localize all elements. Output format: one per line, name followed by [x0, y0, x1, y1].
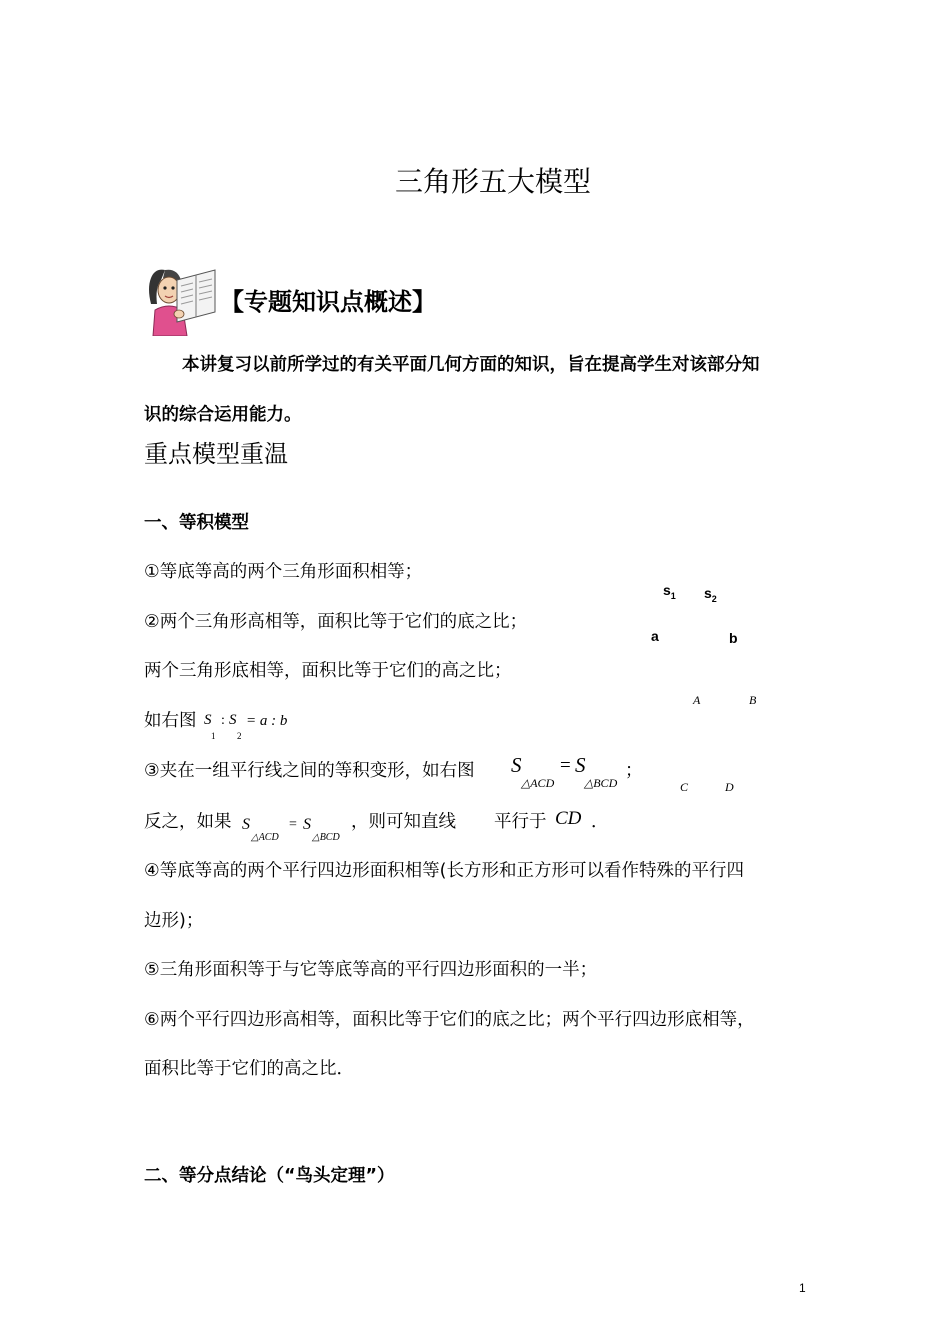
- item-3b-suffix: 平行于: [494, 812, 547, 832]
- formula2-right-s: S: [303, 816, 311, 833]
- diagram-label-a: a: [651, 628, 659, 644]
- diagram-label-s1: $s_1$: [663, 582, 676, 601]
- item-4-line-2: 边形)；: [144, 911, 204, 931]
- formula-left-s: S: [511, 753, 522, 777]
- item-3b-middle: ，则可知直线: [351, 812, 456, 832]
- item-5: ⑤三角形面积等于与它等底等高的平行四边形面积的一半；: [144, 960, 598, 980]
- subheading: 重点模型重温: [144, 440, 288, 468]
- formula-eq: =: [560, 755, 571, 776]
- item-3b-prefix: 反之，如果: [144, 812, 232, 832]
- item-2b: 两个三角形底相等，面积比等于它们的高之比；: [144, 661, 512, 681]
- formula-rhs: = a : b: [246, 713, 288, 729]
- section-banner: 【专题知识点概述】: [220, 288, 436, 316]
- formula-end: ；: [625, 761, 643, 781]
- formula-right-sub: △BCD: [584, 776, 618, 790]
- item-2c: [144, 707, 197, 732]
- sub-2: 2: [237, 731, 242, 741]
- s-symbol-2: S: [229, 712, 237, 728]
- sub-1: 1: [211, 731, 216, 741]
- formula-right-s: S: [575, 753, 586, 777]
- diagram-label-s2: $s_2$: [704, 585, 717, 604]
- item-2c-prefix: 如右图: [144, 711, 197, 731]
- document-title: 三角形五大模型: [394, 165, 591, 198]
- formula2-eq: =: [289, 817, 297, 832]
- item-3b-end: ．: [591, 812, 609, 832]
- item-3b-cd: CD: [555, 808, 582, 829]
- formula2-left-s: S: [242, 816, 250, 833]
- intro-line-1: 本讲复习以前所学过的有关平面几何方面的知识，旨在提高学生对该部分知: [182, 355, 760, 375]
- diagram-label-B: B: [749, 693, 757, 707]
- diagram-label-A: A: [693, 693, 701, 707]
- item-2: ②两个三角形高相等，面积比等于它们的底之比；: [144, 612, 528, 632]
- formula2-left-sub: △ACD: [251, 832, 279, 843]
- intro-line-2: 识的综合运用能力。: [144, 405, 302, 425]
- formula-left-sub: △ACD: [521, 776, 555, 790]
- item-6-line-1: ⑥两个平行四边形高相等，面积比等于它们的底之比；两个平行四边形底相等，: [144, 1010, 755, 1030]
- formula2-right-sub: △BCD: [312, 832, 340, 843]
- diagram-label-D: D: [725, 780, 734, 794]
- diagram-label-b: b: [729, 630, 738, 646]
- section-1-heading: 一、等积模型: [144, 513, 249, 533]
- item-6-line-2: 面积比等于它们的高之比．: [144, 1059, 354, 1079]
- s-symbol: S: [204, 712, 212, 728]
- diagram-label-C: C: [680, 780, 689, 794]
- formula-s1-s2: [204, 712, 212, 729]
- item-4-line-1: ④等底等高的两个平行四边形面积相等(长方形和正方形可以看作特殊的平行四: [144, 861, 745, 881]
- item-1: ①等底等高的两个三角形面积相等；: [144, 562, 423, 582]
- girl-reading-book-icon: [143, 264, 217, 336]
- section-2-heading: 二、等分点结论（“鸟头定理”）: [144, 1166, 395, 1186]
- item-3: ③夹在一组平行线之间的等积变形，如右图: [144, 761, 475, 781]
- colon: :: [221, 713, 225, 728]
- page-number: 1: [799, 1281, 806, 1295]
